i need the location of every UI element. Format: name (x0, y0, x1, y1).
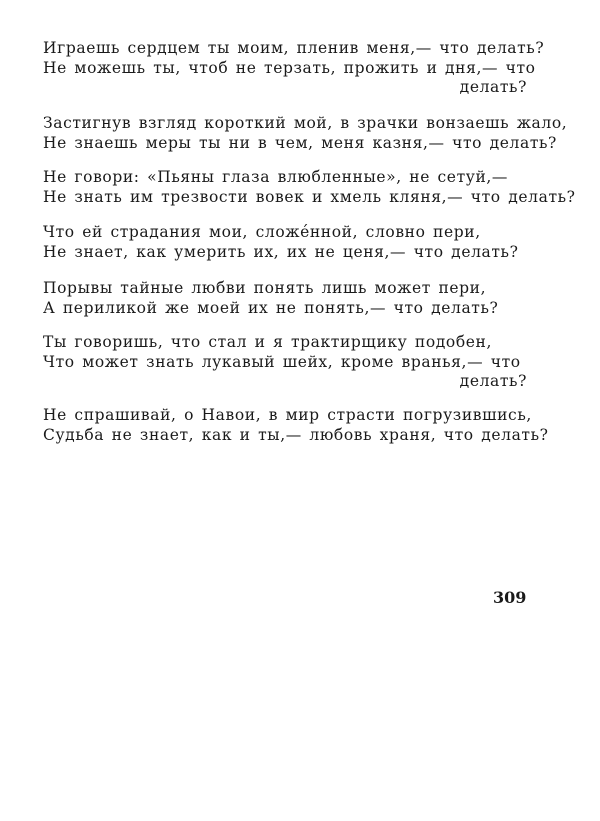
poem-line: Играешь сердцем ты моим, пленив меня,— что делать? (43, 39, 545, 57)
poem-line: делать? (459, 372, 527, 390)
poem-line: А периликой же моей их не понять,— что делать? (43, 299, 499, 317)
poem-line: делать? (459, 78, 527, 96)
poem-line: Не спрашивай, о Навои, в мир страсти погрузившись, (43, 406, 532, 424)
page-number: 309 (493, 588, 527, 607)
poem-line: Не знать им трезвости вовек и хмель кляня,— что делать? (43, 188, 576, 206)
poem-line: Что ей страдания мои, сложéнной, словно пери, (43, 223, 481, 241)
poem-line: Не можешь ты, чтоб не терзать, прожить и дня,— что (43, 59, 536, 77)
poem-line: Застигнув взгляд короткий мой, в зрачки вонзаешь жало, (43, 114, 568, 132)
poem-line: Не знает, как умерить их, их не ценя,— что делать? (43, 243, 519, 261)
poem-line: Что может знать лукавый шейх, кроме вранья,— что (43, 353, 521, 371)
poem-line: Судьба не знает, как и ты,— любовь храня, что делать? (43, 426, 549, 444)
poem-line: Не знаешь меры ты ни в чем, меня казня,— что делать? (43, 134, 557, 152)
poem-line: Порывы тайные любви понять лишь может пери, (43, 279, 487, 297)
poem-line: Ты говоришь, что стал и я трактирщику подобен, (43, 333, 493, 351)
poem-line: Не говори: «Пьяны глаза влюбленные», не сетуй,— (43, 168, 509, 186)
